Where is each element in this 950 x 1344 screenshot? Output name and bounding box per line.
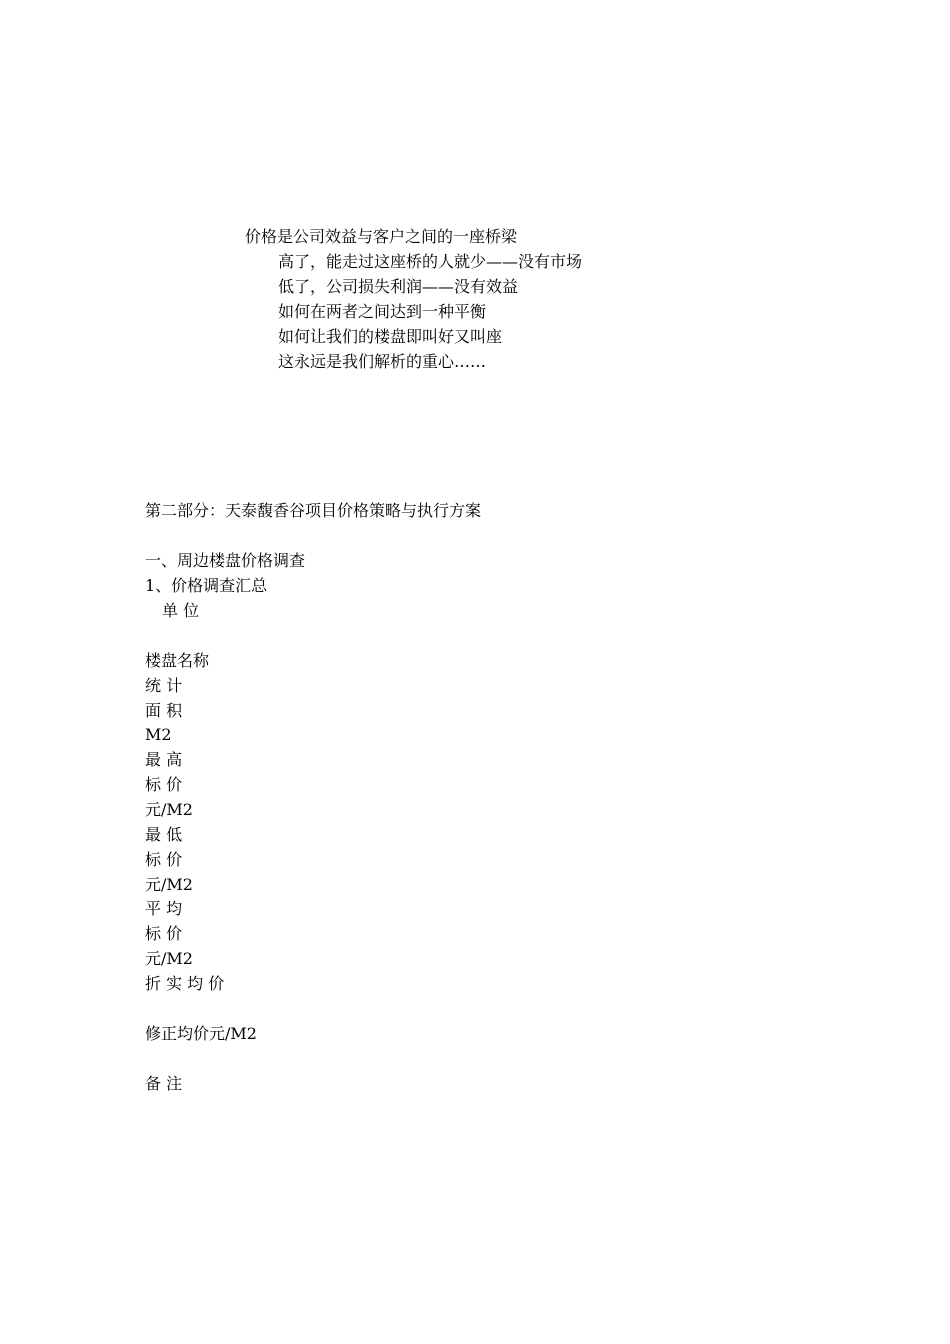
remarks-label: 备 注 bbox=[145, 1074, 183, 1093]
field-label: 标 价 bbox=[145, 775, 183, 794]
adjusted-price-label: 修正均价元/M2 bbox=[145, 1024, 257, 1043]
section-heading: 第二部分：天泰馥香谷项目价格策略与执行方案 bbox=[145, 501, 482, 520]
field-label: 折 实 均 价 bbox=[145, 974, 225, 993]
section-subheading: 一、周边楼盘价格调查 bbox=[145, 551, 306, 570]
field-label: 楼盘名称 bbox=[145, 651, 210, 670]
item-title: 1、价格调查汇总 bbox=[145, 576, 268, 595]
poem-line: 如何让我们的楼盘即叫好又叫座 bbox=[278, 327, 503, 346]
field-label: 元/M2 bbox=[145, 800, 193, 819]
field-label: 面 积 bbox=[145, 701, 183, 720]
field-label: 最 低 bbox=[145, 825, 183, 844]
field-label: 平 均 bbox=[145, 899, 183, 918]
field-label: 最 高 bbox=[145, 750, 183, 769]
poem-line: 高了，能走过这座桥的人就少——没有市场 bbox=[278, 252, 583, 271]
field-label: M2 bbox=[145, 725, 172, 744]
field-label: 标 价 bbox=[145, 924, 183, 943]
poem-title-line: 价格是公司效益与客户之间的一座桥梁 bbox=[245, 227, 518, 246]
unit-label: 单 位 bbox=[162, 601, 200, 620]
poem-line: 低了，公司损失利润——没有效益 bbox=[278, 277, 519, 296]
field-label: 元/M2 bbox=[145, 875, 193, 894]
poem-line: 如何在两者之间达到一种平衡 bbox=[278, 302, 487, 321]
field-label: 元/M2 bbox=[145, 949, 193, 968]
poem-line: 这永远是我们解析的重心…… bbox=[278, 352, 487, 371]
field-label: 标 价 bbox=[145, 850, 183, 869]
field-label: 统 计 bbox=[145, 676, 183, 695]
